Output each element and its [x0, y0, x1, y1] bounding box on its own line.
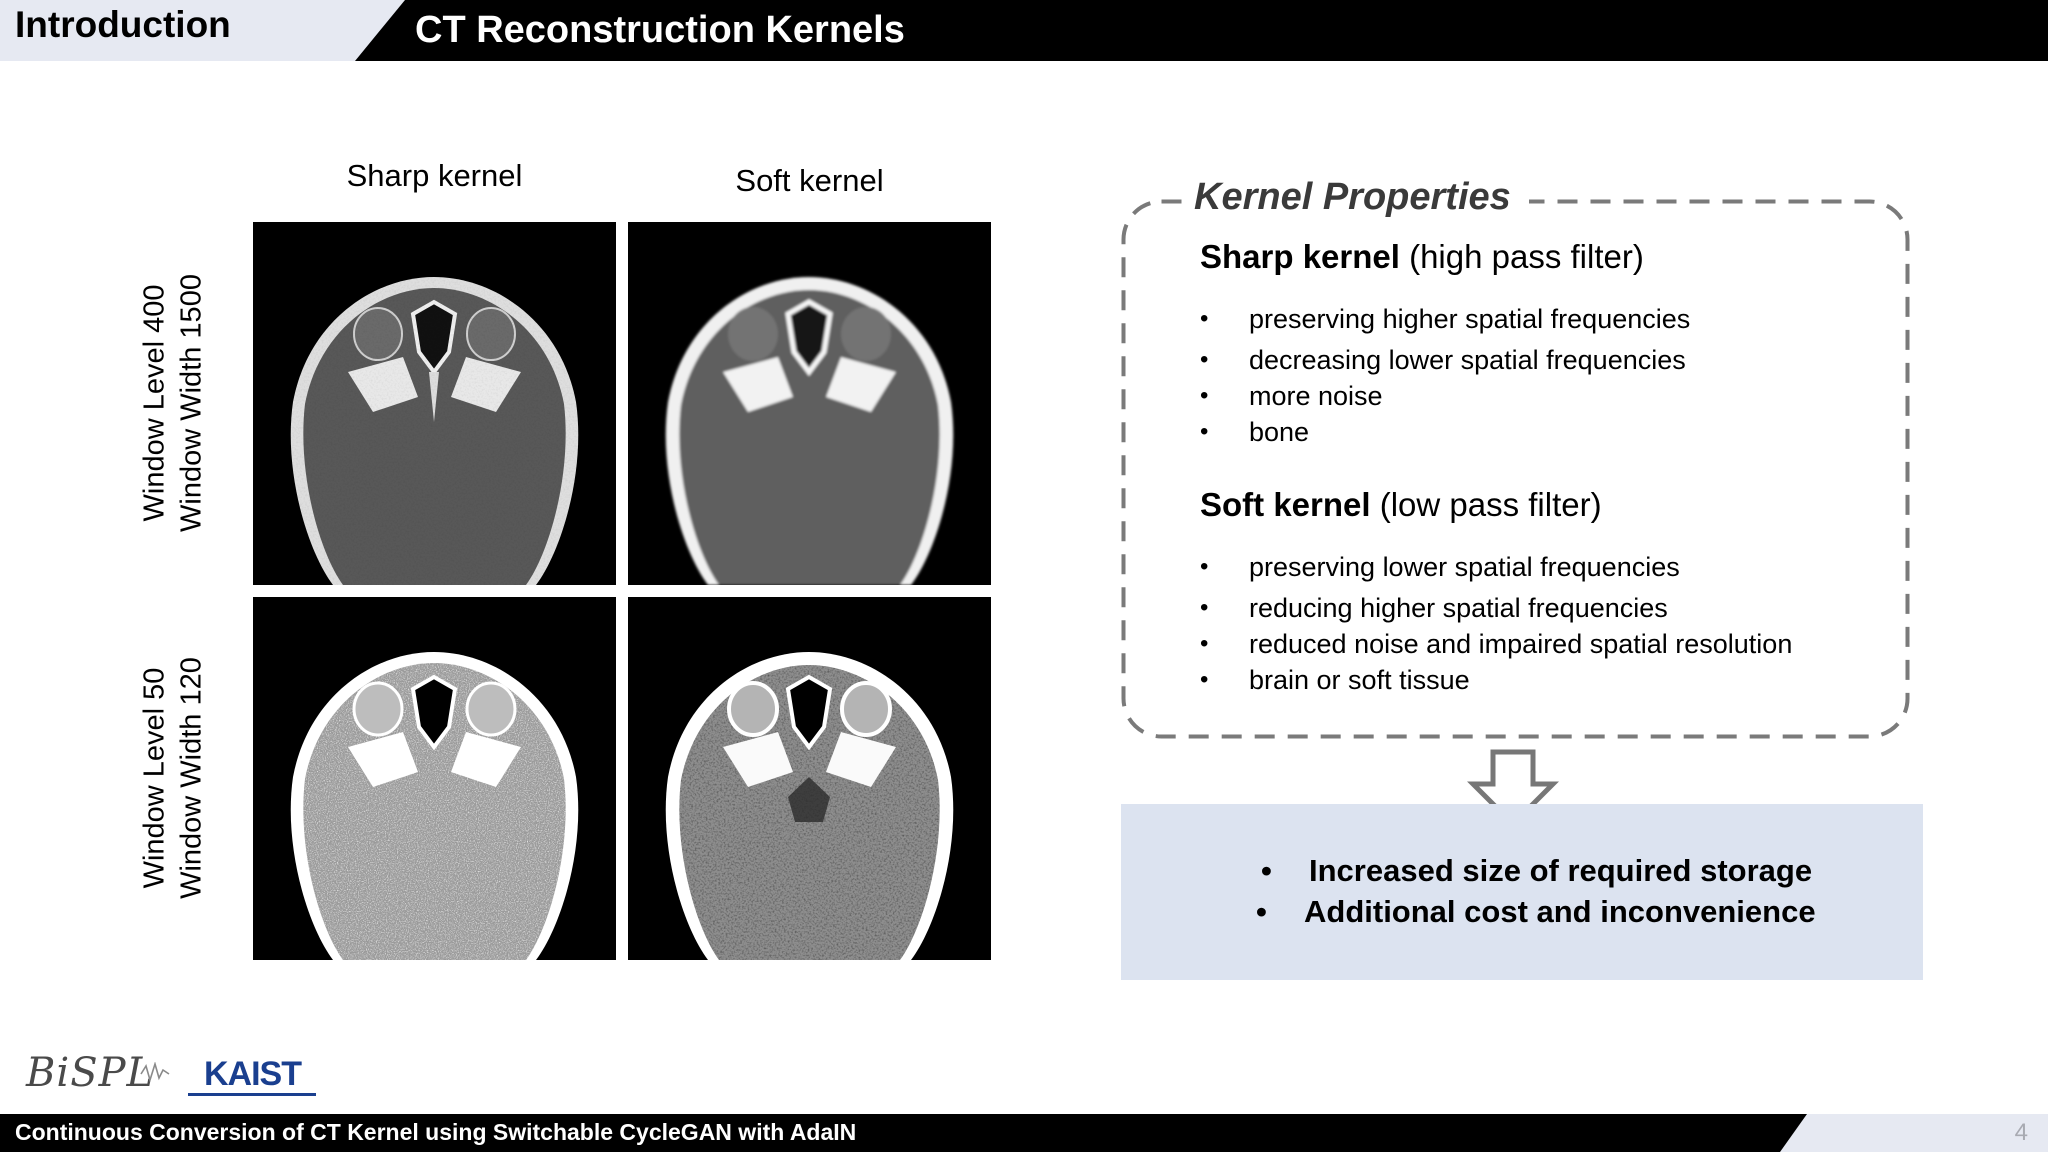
row-label-line: Window Level 400 — [138, 284, 171, 522]
row-label-line: Window Level 50 — [138, 667, 171, 889]
kaist-logo: KAIST — [204, 1055, 301, 1093]
ct-image-sharp-brain-window — [253, 597, 616, 960]
list-item: • preserving higher spatial frequencies — [1200, 301, 1690, 337]
wave-icon — [140, 1062, 170, 1084]
list-item: • Additional cost and inconvenience — [1256, 891, 1816, 932]
row-label-line: Window Width 1500 — [175, 274, 208, 532]
footer-bar — [0, 1114, 2048, 1152]
ct-image-sharp-bone-window — [253, 222, 616, 585]
section-tab-slant — [355, 0, 405, 61]
list-item: • preserving lower spatial frequencies — [1200, 549, 1792, 585]
soft-kernel-name: Soft kernel — [1200, 486, 1371, 523]
ct-image-soft-brain-window — [628, 597, 991, 960]
kaist-logo-underline — [188, 1093, 316, 1096]
summary-list — [1261, 850, 1821, 932]
soft-kernel-properties — [1200, 549, 1792, 698]
list-item: • bone — [1200, 414, 1690, 450]
row-label-brain-window — [134, 597, 214, 960]
sharp-kernel-name: Sharp kernel — [1200, 238, 1400, 275]
column-title-soft: Soft kernel — [735, 163, 884, 198]
footer-slant — [1780, 1114, 1807, 1152]
header-bar — [0, 0, 2048, 61]
list-item: • Increased size of required storage — [1261, 850, 1821, 891]
list-item: • reducing higher spatial frequencies — [1200, 590, 1792, 626]
ct-image-soft-bone-window — [628, 222, 991, 585]
list-item: • more noise — [1200, 378, 1690, 414]
row-label-bone-window — [134, 222, 214, 585]
summary-box — [1121, 804, 1923, 980]
soft-kernel-filter: (low pass filter) — [1379, 486, 1602, 523]
page-number: 4 — [2014, 1119, 2028, 1146]
column-title-sharp: Sharp kernel — [346, 158, 523, 193]
sharp-kernel-properties — [1200, 301, 1690, 450]
section-label: Introduction — [15, 4, 231, 45]
soft-kernel-heading — [1200, 486, 1602, 524]
row-label-line: Window Width 120 — [175, 657, 208, 899]
list-item: • reduced noise and impaired spatial resolution — [1200, 626, 1792, 662]
list-item: • decreasing lower spatial frequencies — [1200, 342, 1690, 378]
kernel-properties-title: Kernel Properties — [1188, 176, 1529, 219]
sharp-kernel-filter: (high pass filter) — [1409, 238, 1644, 275]
bispl-logo: BiSPL — [26, 1050, 155, 1096]
list-item: • brain or soft tissue — [1200, 662, 1792, 698]
sharp-kernel-heading — [1200, 238, 1644, 276]
footer-title: Continuous Conversion of CT Kernel using Switchable CycleGAN with AdaIN — [15, 1119, 857, 1145]
slide-title: CT Reconstruction Kernels — [415, 9, 905, 51]
